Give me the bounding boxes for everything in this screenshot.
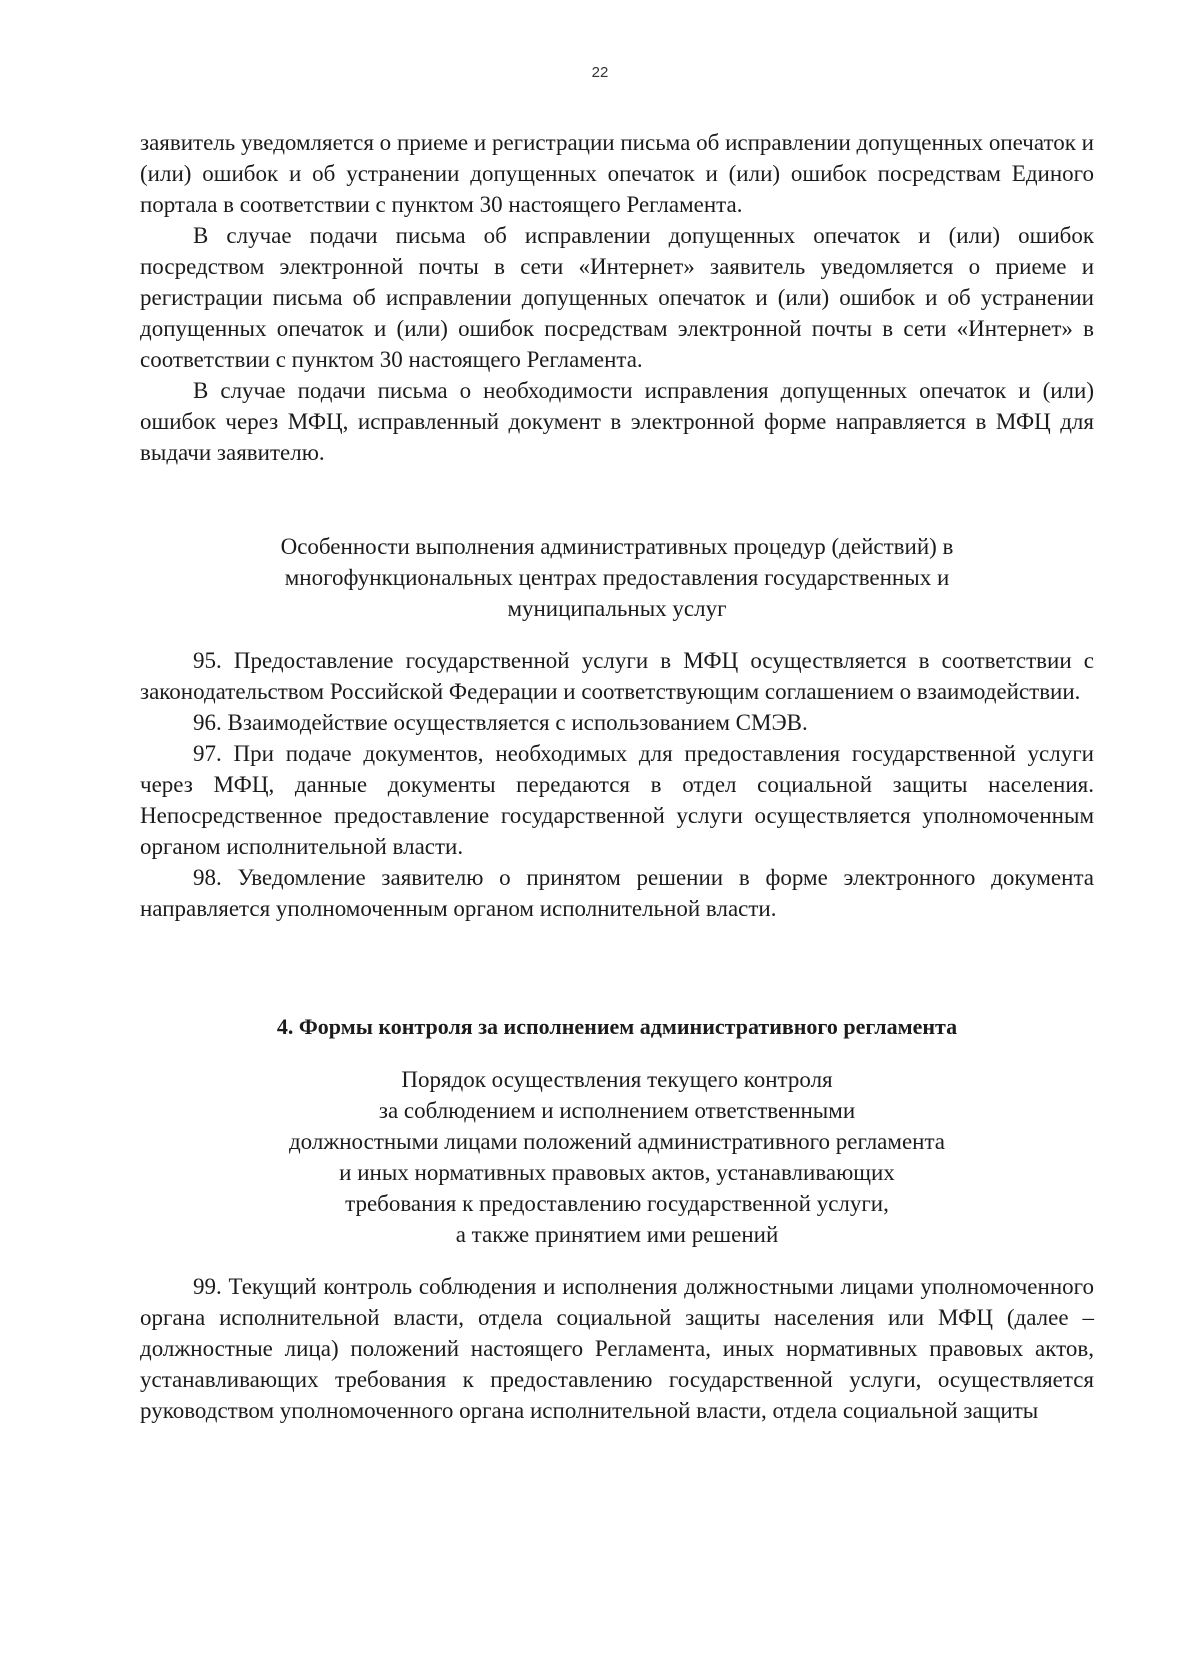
- text-block-control: [140, 1271, 1094, 1426]
- text-block-mfc: [140, 645, 1094, 924]
- page-number: 22: [591, 64, 609, 81]
- paragraph: В случае подачи письма о необходимости исправления допущенных опечаток и (или) ошибок через МФЦ, исправленный документ в электронной форме направляется в МФЦ для выдачи заявителю.: [140, 378, 1094, 465]
- paragraph-98: 98. Уведомление заявителю о принятом решении в форме электронного документа направляется уполномоченным органом исполнительной власти.: [140, 865, 1094, 921]
- paragraph-99: 99. Текущий контроль соблюдения и исполнения должностными лицами уполномоченного органа исполнительной власти, отдела социальной защиты населения или МФЦ (далее – должностные лица) положений настоящего Регламента, иных нормативных правовых актов, устанавливающих требования к предоставлению государственной услуги, осуществляется руководством уполномоченного органа исполнительной власти, отдела социальной защиты: [140, 1274, 1094, 1423]
- subheading-line: а также принятием ими решений: [455, 1222, 779, 1247]
- subheading-line: Порядок осуществления текущего контроля: [401, 1067, 833, 1092]
- paragraph-95: 95. Предоставление государственной услуги в МФЦ осуществляется в соответствии с законодательством Российской Федерации и соответствующим соглашением о взаимодействии.: [140, 648, 1094, 704]
- subheading-mfc-features: [140, 531, 1094, 624]
- subheading-line: многофункциональных центрах предоставления государственных и: [284, 565, 950, 590]
- subheading-current-control: [140, 1064, 1094, 1250]
- section-heading: 4. Формы контроля за исполнением административного регламента: [276, 1014, 958, 1039]
- paragraph: заявитель уведомляется о приеме и регистрации письма об исправлении допущенных опечаток и (или) ошибок и об устранении допущенных опечаток и (или) ошибок посредствам Единого портала в соответствии с пунктом 30 настоящего Регламента.: [140, 130, 1094, 217]
- subheading-line: и иных нормативных правовых актов, устанавливающих: [339, 1160, 895, 1185]
- subheading-line: должностными лицами положений административного регламента: [288, 1129, 946, 1154]
- paragraph-96: 96. Взаимодействие осуществляется с использованием СМЭВ.: [193, 710, 808, 735]
- subheading-line: муниципальных услуг: [507, 596, 727, 621]
- subheading-line: Особенности выполнения административных процедур (действий) в: [280, 534, 954, 559]
- text-block-corrections: [140, 127, 1094, 468]
- paragraph: В случае подачи письма об исправлении допущенных опечаток и (или) ошибок посредством электронной почты в сети «Интернет» заявитель уведомляется о приеме и регистрации письма об исправлении допущенных опечаток и (или) ошибок и об устранении допущенных опечаток и (или) ошибок посредствам электронной почты в сети «Интернет» в соответствии с пунктом 30 настоящего Регламента.: [140, 223, 1094, 372]
- subheading-line: требования к предоставлению государственной услуги,: [345, 1191, 889, 1216]
- paragraph-97: 97. При подаче документов, необходимых для предоставления государственной услуги через МФЦ, данные документы передаются в отдел социальной защиты населения. Непосредственное предоставление государственной услуги осуществляется уполномоченным органом исполнительной власти.: [140, 741, 1094, 859]
- subheading-line: за соблюдением и исполнением ответственными: [378, 1098, 856, 1123]
